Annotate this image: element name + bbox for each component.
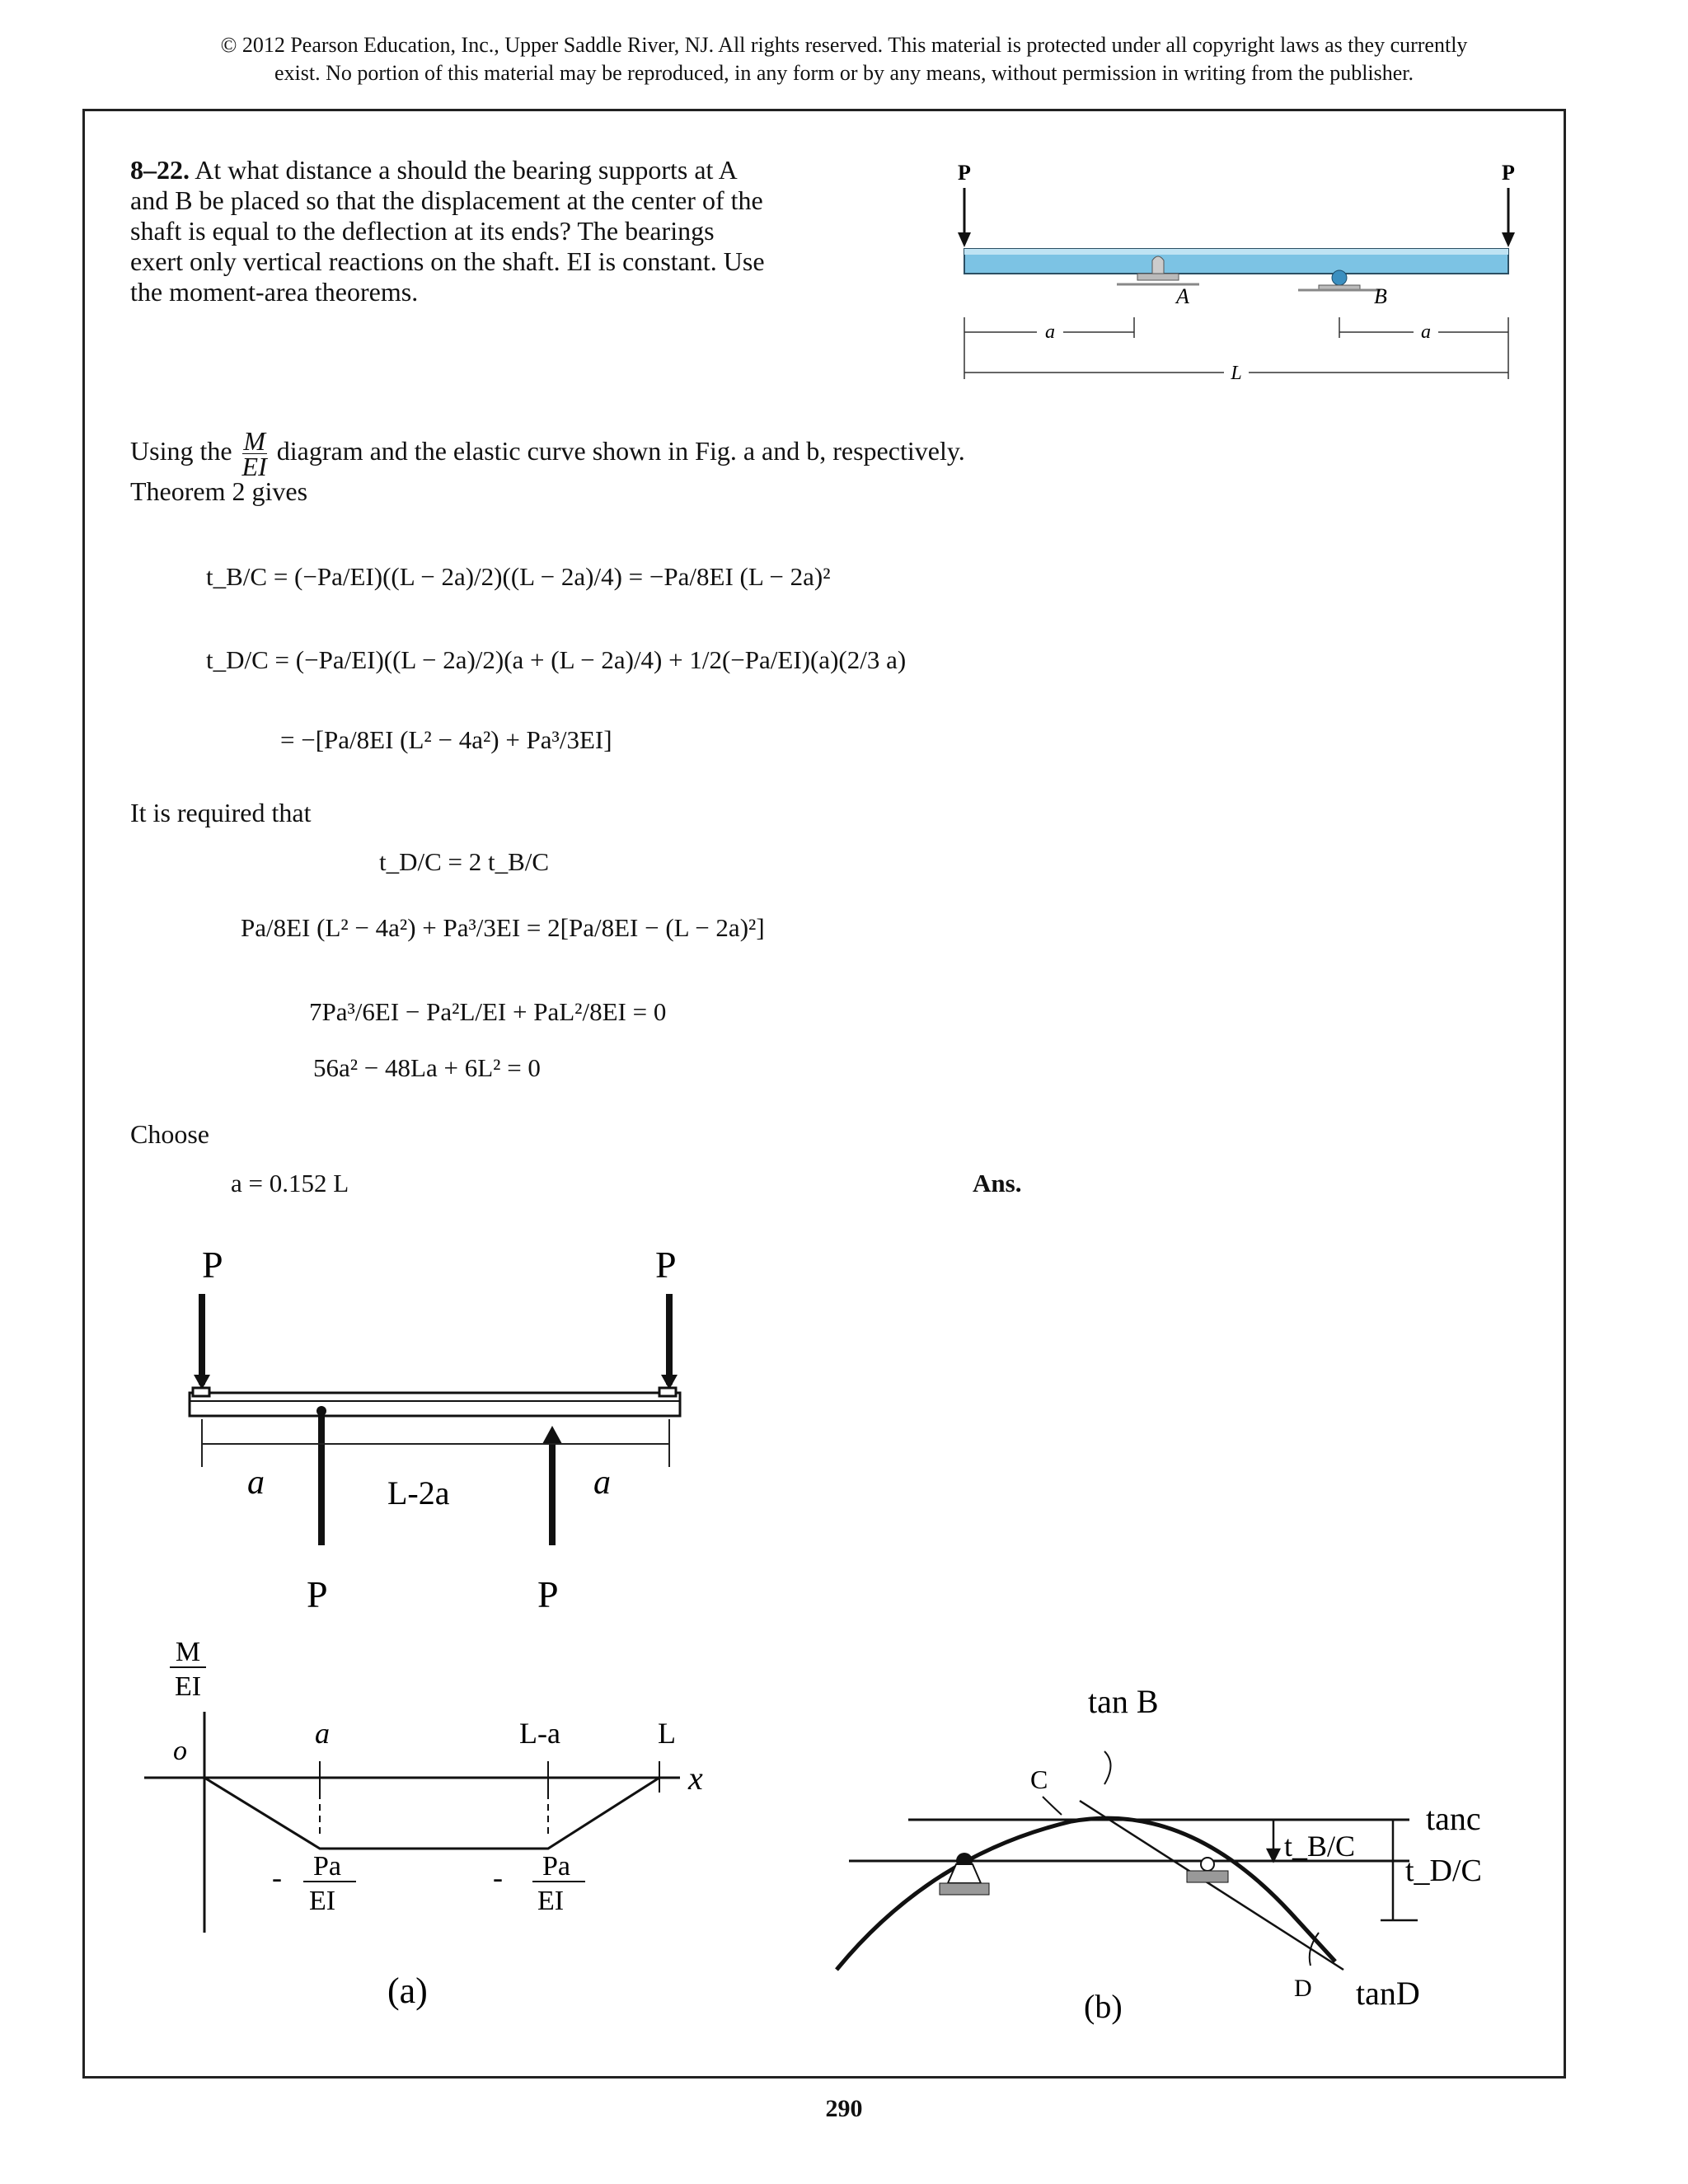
equation-expanded: 7Pa³/6EI − Pa²L/EI + PaL²/8EI = 0	[309, 997, 667, 1026]
copyright-line-1: © 2012 Pearson Education, Inc., Upper Saddle River, NJ. All rights reserved. This material is protected under all copyright laws as they currently	[220, 33, 1468, 57]
fbd-dim-right: a	[593, 1464, 611, 1502]
fbd-load-arrow-right	[661, 1294, 678, 1390]
fbd-reaction-label-left: P	[307, 1573, 328, 1615]
solution-intro	[130, 426, 965, 481]
fbd-load-label-left: P	[202, 1244, 223, 1286]
load-arrow-right	[1502, 188, 1515, 247]
label-tanc: tanc	[1426, 1800, 1481, 1837]
value-sign-left: -	[272, 1861, 282, 1894]
required-text: It is required that	[130, 798, 312, 827]
theorem-text: Theorem 2 gives	[130, 476, 308, 506]
value-sign-right: -	[493, 1861, 503, 1894]
fbd-reaction-label-right: P	[537, 1573, 559, 1615]
fbd-load-arrow-left	[194, 1294, 210, 1390]
elastic-curve	[837, 1818, 1335, 1970]
load-label-right: P	[1502, 161, 1515, 185]
tangent-b-line	[1080, 1801, 1343, 1970]
axis-label-den: EI	[174, 1671, 202, 1702]
value-den-right: EI	[537, 1886, 565, 1916]
label-d: D	[1294, 1975, 1312, 2002]
equation-quadratic: 56a² − 48La + 6L² = 0	[313, 1053, 541, 1082]
label-tdc: t_D/C	[1405, 1854, 1482, 1888]
fbd-reaction-arrow-left	[316, 1406, 326, 1545]
choose-text: Choose	[130, 1119, 209, 1149]
tbc-arrow	[1268, 1820, 1279, 1861]
label-c: C	[1030, 1765, 1048, 1794]
tick-label-l: L	[658, 1717, 676, 1750]
caption-b: (b)	[1084, 1988, 1123, 2025]
equation-tbc: t_B/C = (−Pa/EI)((L − 2a)/2)((L − 2a)/4) = −Pa/8EI (L − 2a)²	[206, 562, 831, 591]
answer-label: Ans.	[973, 1169, 1022, 1197]
load-arrow-left	[958, 188, 971, 247]
free-body-diagram	[165, 1228, 725, 1640]
intro-post: diagram and the elastic curve shown in Fig. a and b, respectively.	[276, 435, 965, 466]
fbd-load-label-right: P	[655, 1244, 677, 1286]
tick-marks	[320, 1761, 659, 1834]
support-label-b: B	[1374, 284, 1387, 308]
fbd-beam	[190, 1388, 680, 1416]
copyright-notice	[0, 31, 1688, 87]
fbd-dimension-lines	[202, 1419, 669, 1467]
shaft-figure	[948, 157, 1525, 396]
load-label-left: P	[958, 161, 971, 185]
intro-pre: Using the	[130, 435, 232, 466]
label-tbc: t_B/C	[1284, 1830, 1356, 1863]
moment-diagram-figure-a	[140, 1636, 783, 2040]
equation-tdc: t_D/C = (−Pa/EI)((L − 2a)/2)(a + (L − 2a)/4) + 1/2(−Pa/EI)(a)(2/3 a)	[206, 645, 907, 674]
equation-tdc-simplified: = −[Pa/8EI (L² − 4a²) + Pa³/3EI]	[280, 725, 612, 754]
origin-label: o	[173, 1736, 187, 1766]
dim-label-l: L	[1231, 363, 1242, 384]
intro-frac-den: EI	[241, 452, 267, 481]
dim-label-a-left: a	[1045, 321, 1055, 343]
value-num-right: Pa	[542, 1851, 570, 1882]
dim-label-a-right: a	[1421, 321, 1431, 343]
copyright-line-2: exist. No portion of this material may be reproduced, in any form or by any means, without permission in writing from the publisher.	[274, 61, 1414, 85]
fbd-dim-left: a	[247, 1464, 265, 1502]
label-tand: tanD	[1356, 1975, 1420, 2012]
equation-condition: t_D/C = 2 t_B/C	[379, 847, 550, 876]
intro-frac-num: M	[243, 426, 265, 456]
axis-label-num: M	[175, 1637, 201, 1667]
support-label-a: A	[1176, 284, 1189, 308]
moment-curve	[204, 1778, 659, 1849]
intro-fraction	[241, 426, 267, 481]
equation-substituted: Pa/8EI (L² − 4a²) + Pa³/3EI = 2[Pa/8EI − (L − 2a)²]	[241, 913, 765, 942]
page-number: 290	[825, 2095, 863, 2122]
x-axis-label: x	[688, 1760, 703, 1797]
answer: a = 0.152 L	[231, 1169, 349, 1197]
problem-statement	[130, 155, 773, 307]
tick-label-a: a	[315, 1717, 330, 1750]
value-den-left: EI	[309, 1886, 336, 1916]
label-tanb: tan B	[1088, 1683, 1159, 1720]
tick-label-la: L-a	[519, 1717, 560, 1750]
fbd-dim-mid: L-2a	[387, 1474, 450, 1511]
problem-text: At what distance a should the bearing supports at A and B be placed so that the displacement at the center of the shaft is equal to the deflection at its ends? The bearings exert only vertical reactions on the shaft. EI is constant. Use the moment-area theorems.	[130, 155, 765, 307]
elastic-curve-figure-b	[832, 1665, 1558, 2044]
problem-number: 8–22.	[130, 155, 190, 185]
caption-a: (a)	[387, 1971, 428, 2011]
value-num-left: Pa	[313, 1851, 341, 1882]
